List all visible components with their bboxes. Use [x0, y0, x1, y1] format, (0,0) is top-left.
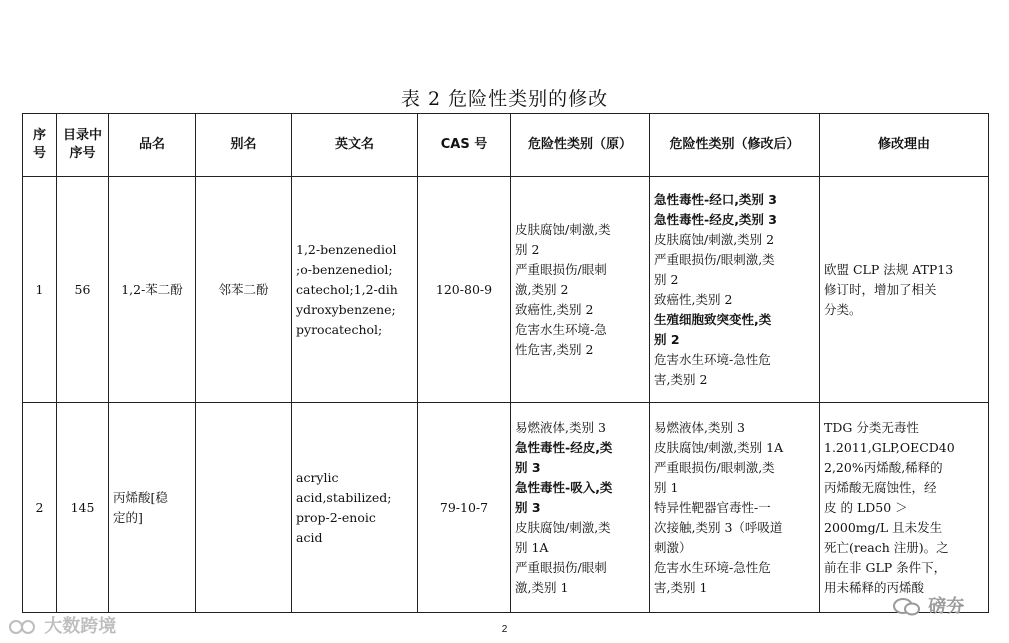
- text-line: 皮 的 LD50 ＞: [824, 499, 908, 515]
- text-line: 分类。: [824, 301, 862, 317]
- text-line: 2000mg/L 且未发生: [824, 519, 943, 535]
- hazard-line: 皮肤腐蚀/刺激,类别 1A: [654, 439, 784, 455]
- hazard-line: 严重眼损伤/眼刺: [515, 559, 607, 575]
- hazard-line: 急性毒性-经皮,类: [515, 439, 613, 455]
- watermark-left-text: 大数跨境: [44, 616, 117, 637]
- hazard-line: 易燃液体,类别 3: [515, 419, 606, 435]
- wechat-icon: [892, 597, 922, 617]
- cell-reason: [820, 403, 989, 613]
- header-name: 品名: [109, 114, 196, 177]
- cell-seq: 1: [23, 177, 57, 403]
- hazard-line: 特异性靶器官毒性-一: [654, 499, 771, 515]
- table-row: [23, 403, 989, 613]
- watermark-right-text: 磅夯: [928, 596, 965, 617]
- watermark-right: [892, 592, 964, 618]
- hazard-line: 急性毒性-经皮,类别 3: [654, 211, 777, 227]
- header-hazard-modified: 危险性类别（修改后）: [650, 114, 820, 177]
- page-number: 2: [501, 624, 508, 635]
- hazard-line: 别 1: [654, 479, 679, 495]
- hazard-line: 性危害,类别 2: [515, 341, 594, 357]
- cell-hazard-modified: [650, 177, 820, 403]
- watermark-left: [8, 612, 116, 638]
- cell-hazard-modified: [650, 403, 820, 613]
- table-title: 表 2 危险性类别的修改: [400, 88, 609, 110]
- hazard-line: 危害水生环境-急性危: [654, 559, 771, 575]
- hazard-line: 激,类别 2: [515, 281, 569, 297]
- hazard-line: 危害水生环境-急性危: [654, 351, 771, 367]
- hazard-line: 害,类别 2: [654, 371, 708, 387]
- cell-alias: 邻苯二酚: [196, 177, 292, 403]
- hazard-line: 皮肤腐蚀/刺激,类别 2: [654, 231, 775, 247]
- text-line: catechol;1,2-dih: [296, 281, 398, 297]
- text-line: 前在非 GLP 条件下，: [824, 559, 947, 575]
- hazard-table: [22, 113, 989, 613]
- text-line: TDG 分类无毒性: [824, 419, 919, 435]
- table-row: [23, 177, 989, 403]
- hazard-line: 皮肤腐蚀/刺激,类: [515, 519, 611, 535]
- text-line: 用未稀释的丙烯酸: [824, 579, 925, 595]
- cell-name: [109, 403, 196, 613]
- hazard-line: 刺激）: [654, 539, 692, 555]
- hazard-line: 别 2: [515, 241, 540, 257]
- hazard-line: 严重眼损伤/眼刺激,类: [654, 459, 775, 475]
- hazard-line: 易燃液体,类别 3: [654, 419, 745, 435]
- cell-cas: 79-10-7: [418, 403, 511, 613]
- header-english-name: 英文名: [292, 114, 418, 177]
- cell-name: 1,2-苯二酚: [109, 177, 196, 403]
- hazard-line: 别 1A: [515, 539, 549, 555]
- text-line: 2,20%丙烯酸,稀释的: [824, 459, 943, 475]
- hazard-line: 致癌性,类别 2: [654, 291, 733, 307]
- text-line: ydroxybenzene;: [296, 301, 396, 317]
- text-line: acrylic: [296, 469, 339, 485]
- hazard-line: 严重眼损伤/眼刺: [515, 261, 607, 277]
- cell-english-name: [292, 403, 418, 613]
- header-seq: 序号: [23, 114, 57, 177]
- hazard-line: 别 2: [654, 271, 679, 287]
- hazard-line: 严重眼损伤/眼刺激,类: [654, 251, 775, 267]
- cell-reason: [820, 177, 989, 403]
- watermark-logo-icon: [8, 617, 38, 637]
- cell-hazard-original: [511, 177, 650, 403]
- text-line: acid: [296, 529, 323, 545]
- cell-english-name: [292, 177, 418, 403]
- hazard-line: 危害水生环境-急: [515, 321, 607, 337]
- cell-seq: 2: [23, 403, 57, 613]
- cell-catalog-no: 145: [57, 403, 109, 613]
- text-line: 死亡(reach 注册)。之: [824, 539, 949, 555]
- text-line: 丙烯酸无腐蚀性，经: [824, 479, 937, 495]
- hazard-line: 急性毒性-吸入,类: [515, 479, 613, 495]
- hazard-line: 次接触,类别 3（呼吸道: [654, 519, 783, 535]
- cell-alias: [196, 403, 292, 613]
- text-line: 修订时，增加了相关: [824, 281, 937, 297]
- hazard-line: 激,类别 1: [515, 579, 569, 595]
- header-cas: CAS 号: [418, 114, 511, 177]
- cell-cas: 120-80-9: [418, 177, 511, 403]
- hazard-line: 别 3: [515, 499, 541, 515]
- cell-hazard-original: [511, 403, 650, 613]
- hazard-line: 皮肤腐蚀/刺激,类: [515, 221, 611, 237]
- hazard-line: 致癌性,类别 2: [515, 301, 594, 317]
- header-hazard-original: 危险性类别（原）: [511, 114, 650, 177]
- hazard-line: 急性毒性-经口,类别 3: [654, 191, 777, 207]
- hazard-line: 害,类别 1: [654, 579, 708, 595]
- header-reason: 修改理由: [820, 114, 989, 177]
- text-line: 1,2-benzenediol: [296, 241, 397, 257]
- header-catalog-no: 目录中序号: [57, 114, 109, 177]
- text-line: 欧盟 CLP 法规 ATP13: [824, 261, 954, 277]
- text-line: ;o-benzenediol;: [296, 261, 393, 277]
- text-line: pyrocatechol;: [296, 321, 383, 337]
- hazard-line: 别 2: [654, 331, 680, 347]
- header-alias: 别名: [196, 114, 292, 177]
- header-row: [23, 114, 989, 177]
- text-line: acid,stabilized;: [296, 489, 392, 505]
- hazard-line: 生殖细胞致突变性,类: [654, 311, 772, 327]
- text-line: 1.2011,GLP,OECD40: [824, 439, 955, 455]
- text-line: 定的]: [113, 509, 143, 525]
- text-line: prop-2-enoic: [296, 509, 376, 525]
- text-line: 丙烯酸[稳: [113, 489, 168, 505]
- cell-catalog-no: 56: [57, 177, 109, 403]
- hazard-line: 别 3: [515, 459, 541, 475]
